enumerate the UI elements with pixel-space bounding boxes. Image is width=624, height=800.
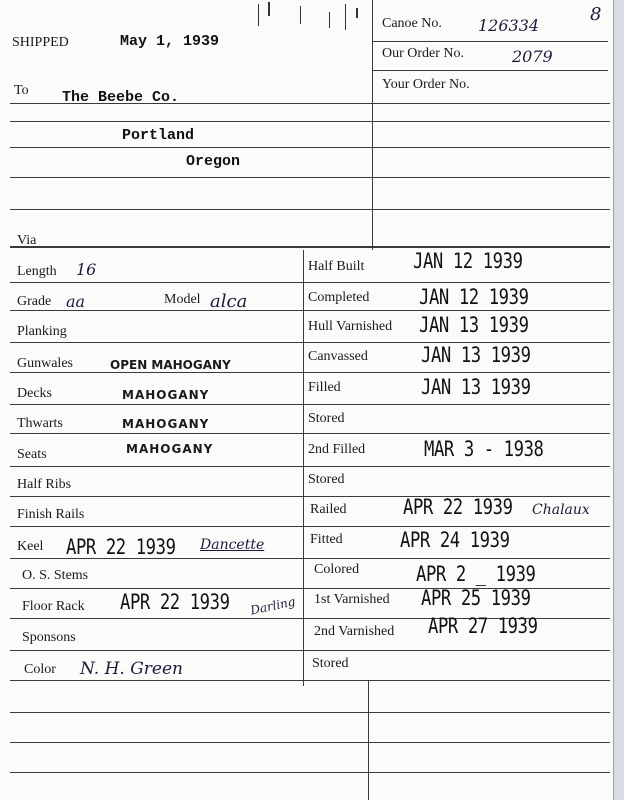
model-value: alca — [210, 291, 248, 312]
to-city: Portland — [122, 127, 195, 144]
first-varnished-label: 1st Varnished — [314, 592, 390, 607]
half-built-label: Half Built — [308, 259, 365, 274]
to-company: The Beebe Co. — [62, 89, 180, 106]
length-value: 16 — [76, 260, 97, 279]
filled-label: Filled — [308, 380, 341, 395]
keel-signature: Dancette — [200, 537, 265, 553]
scan-speck — [345, 4, 346, 30]
scan-speck — [268, 2, 270, 16]
rule-line — [10, 147, 610, 148]
finish-rails-label: Finish Rails — [17, 507, 85, 522]
os-stems-label: O. S. Stems — [22, 568, 89, 583]
decks-value: MAHOGANY — [122, 388, 210, 402]
rule-line — [10, 209, 610, 210]
canoe-no-value: 126334 — [478, 16, 540, 35]
colored-label: Colored — [314, 562, 360, 577]
fitted-label: Fitted — [310, 532, 343, 547]
rule-line — [10, 121, 610, 122]
hull-varnished-label: Hull Varnished — [308, 319, 393, 334]
to-label: To — [14, 83, 29, 98]
railed-label: Railed — [310, 502, 347, 517]
window-edge — [613, 0, 624, 800]
scan-speck — [329, 12, 330, 28]
grade-value: aa — [66, 292, 86, 311]
model-label: Model — [164, 292, 201, 307]
stored-label: Stored — [308, 411, 345, 426]
rule-line — [10, 310, 610, 311]
our-order-label: Our Order No. — [382, 46, 465, 61]
sponsons-label: Sponsons — [22, 630, 76, 645]
fitted-date-stamp: APR 24 1939 — [400, 528, 510, 552]
rule-line — [372, 41, 608, 42]
scan-speck — [356, 8, 358, 18]
gunwales-value: OPEN MAHOGANY — [110, 358, 231, 372]
thwarts-label: Thwarts — [17, 416, 63, 431]
to-state: Oregon — [186, 153, 241, 170]
rule-line — [10, 404, 610, 405]
your-order-label: Your Order No. — [382, 77, 470, 92]
decks-label: Decks — [17, 386, 52, 401]
rule-line — [10, 526, 610, 527]
rule-line — [10, 466, 610, 467]
filled-date-stamp: JAN 13 1939 — [421, 375, 531, 399]
hull-varnished-date-stamp: JAN 13 1939 — [419, 313, 529, 337]
color-value: N. H. Green — [80, 659, 184, 679]
canvassed-label: Canvassed — [308, 349, 368, 364]
via-label: Via — [17, 233, 37, 248]
gunwales-label: Gunwales — [17, 356, 73, 371]
rule-line — [372, 70, 608, 71]
stored-label: Stored — [312, 656, 349, 671]
rule-line — [10, 177, 610, 178]
keel-date-stamp: APR 22 1939 — [66, 535, 176, 559]
column-rule — [372, 0, 373, 250]
completed-label: Completed — [308, 290, 370, 305]
length-label: Length — [17, 264, 57, 279]
rule-line — [10, 680, 610, 681]
canoe-no-suffix: 8 — [590, 4, 602, 25]
completed-date-stamp: JAN 12 1939 — [419, 285, 529, 309]
rule-line — [10, 650, 610, 651]
floor-rack-signature: Darling — [249, 594, 297, 618]
our-order-value: 2079 — [512, 47, 553, 66]
half-built-date-stamp: JAN 12 1939 — [413, 249, 523, 273]
color-label: Color — [24, 662, 56, 677]
second-varnished-date-stamp: APR 27 1939 — [428, 614, 538, 638]
floor-rack-date-stamp: APR 22 1939 — [120, 590, 230, 614]
canoe-no-label: Canoe No. — [382, 16, 442, 31]
stored-label: Stored — [308, 472, 345, 487]
rule-line — [10, 712, 610, 713]
railed-signature: Chalaux — [532, 502, 590, 518]
floor-rack-label: Floor Rack — [22, 599, 85, 614]
rule-line — [10, 742, 610, 743]
first-varnished-date-stamp: APR 25 1939 — [421, 586, 531, 610]
rule-line — [10, 282, 610, 283]
column-rule — [368, 680, 369, 800]
column-rule — [303, 250, 304, 686]
seats-value: MAHOGANY — [126, 442, 214, 456]
planking-label: Planking — [17, 324, 67, 339]
shipped-label: SHIPPED — [12, 35, 69, 50]
colored-date-stamp: APR 2 _ 1939 — [416, 562, 536, 586]
shipped-date: May 1, 1939 — [120, 33, 220, 50]
scan-speck — [258, 4, 259, 26]
scan-speck — [300, 6, 301, 24]
rule-line — [10, 433, 610, 434]
railed-date-stamp: APR 22 1939 — [403, 495, 513, 519]
seats-label: Seats — [17, 447, 47, 462]
second-varnished-label: 2nd Varnished — [314, 624, 395, 639]
rule-line — [10, 772, 610, 773]
rule-line — [10, 372, 610, 373]
grade-label: Grade — [17, 294, 52, 309]
half-ribs-label: Half Ribs — [17, 477, 72, 492]
second-filled-label: 2nd Filled — [308, 442, 366, 457]
canvassed-date-stamp: JAN 13 1939 — [421, 343, 531, 367]
rule-line — [10, 246, 610, 248]
rule-line — [10, 496, 610, 497]
second-filled-date-stamp: MAR 3 - 1938 — [424, 437, 544, 461]
thwarts-value: MAHOGANY — [122, 417, 210, 431]
keel-label: Keel — [17, 539, 44, 554]
